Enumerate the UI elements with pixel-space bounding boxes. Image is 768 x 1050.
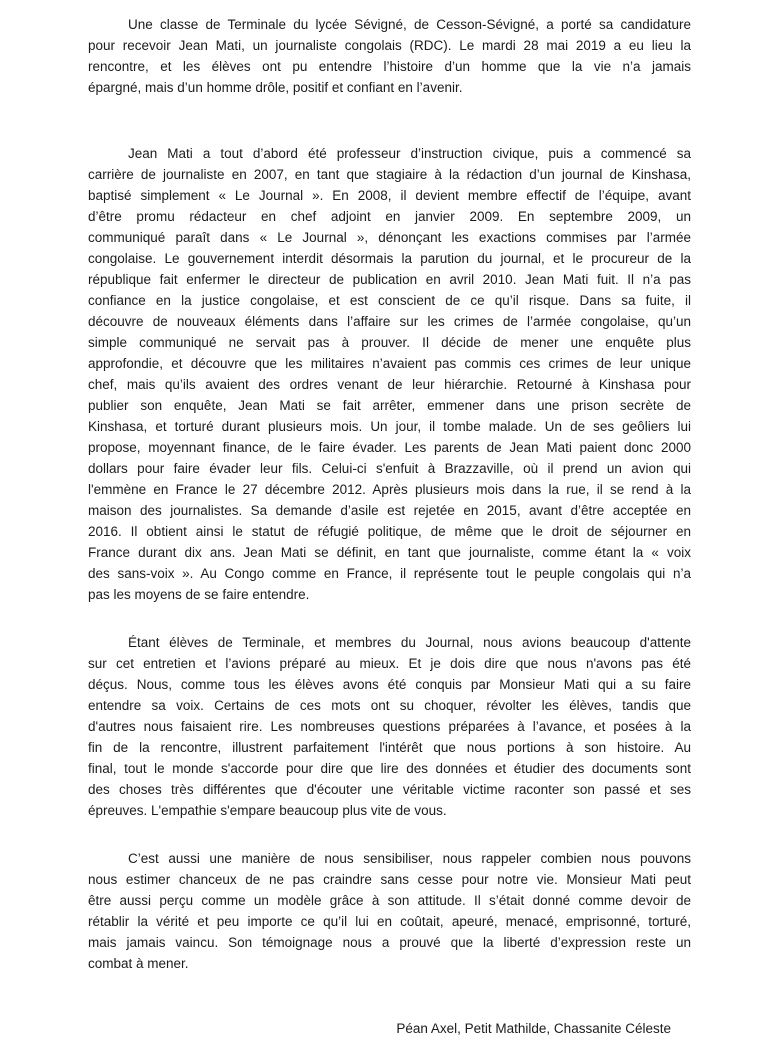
paragraph-line: découvre de nouveaux éléments dans l’affaire sur les crimes de l’armée congolaise, qu’un bbox=[88, 314, 691, 329]
paragraph-line: sur cet entretien et l’avions préparé au mieux. Et je dois dire que nous n'avons pas été bbox=[88, 656, 691, 671]
paragraph-line: d’être promu rédacteur en chef adjoint en janvier 2009. En septembre 2009, un bbox=[88, 209, 691, 224]
paragraph-line: déçus. Nous, comme tous les élèves avons été conquis par Monsieur Mati qui a su faire bbox=[88, 677, 691, 692]
paragraph bbox=[88, 848, 691, 974]
paragraph-line: rencontre, et les élèves ont pu entendre l’histoire d’un homme que la vie n’a jamais bbox=[88, 59, 691, 74]
document-body bbox=[88, 14, 691, 974]
paragraph-line: propose, moyennant finance, de le faire évader. Les parents de Jean Mati paient donc 2000 bbox=[88, 440, 691, 455]
paragraph-line: être aussi perçu comme un modèle grâce à son attitude. Il s’était donné comme devoir de bbox=[88, 893, 691, 908]
paragraph-line: république fait enfermer le directeur de publication en avril 2010. Jean Mati fuit. Il n’a pas bbox=[88, 272, 691, 287]
paragraph-line: Jean Mati a tout d’abord été professeur d’instruction civique, puis a commencé sa bbox=[128, 146, 691, 161]
paragraph-line: Une classe de Terminale du lycée Sévigné, de Cesson-Sévigné, a porté sa candidature bbox=[128, 17, 691, 32]
paragraph-line: final, tout le monde s'accorde pour dire que lire des données et étudier des documents sont bbox=[88, 761, 691, 776]
paragraph-line: 2016. Il obtient ainsi le statut de réfugié politique, de même que le droit de séjourner en bbox=[88, 524, 691, 539]
paragraph-line: mais jamais vaincu. Son témoignage nous a prouvé que la liberté d’expression reste un bbox=[88, 935, 691, 950]
paragraph-line: France durant dix ans. Jean Mati se définit, en tant que journaliste, comme étant la « voix bbox=[88, 545, 691, 560]
paragraph-line: des choses très différentes que d'écouter une véritable victime raconter son passé et ses bbox=[88, 782, 691, 797]
paragraph-line: publier son enquête, Jean Mati se fait arrêter, emmener dans une prison secrète de bbox=[88, 398, 691, 413]
paragraph-line: baptisé simplement « Le Journal ». En 2008, il devient membre effectif de l’équipe, avant bbox=[88, 188, 691, 203]
paragraph bbox=[88, 632, 691, 821]
paragraph-line: congolaise. Le gouvernement interdit désormais la parution du journal, et le procureur de la bbox=[88, 251, 691, 266]
paragraph-line: approfondie, et découvre que les militaires n’avaient pas commis ces crimes de leur unique bbox=[88, 356, 691, 371]
paragraph-line: entendre sa voix. Certains de ces mots ont su choquer, révolter les élèves, tandis que bbox=[88, 698, 691, 713]
paragraph-line: Étant élèves de Terminale, et membres du Journal, nous avions beaucoup d'attente bbox=[128, 635, 691, 650]
paragraph-line: d'autres nous faisaient rire. Les nombreuses questions préparées à l’avance, et posées à la bbox=[88, 719, 691, 734]
paragraph-line: maison des journalistes. Sa demande d’asile est rejetée en 2015, avant d’être acceptée en bbox=[88, 503, 691, 518]
paragraph-line: pour recevoir Jean Mati, un journaliste congolais (RDC). Le mardi 28 mai 2019 a eu lieu la bbox=[88, 38, 691, 53]
signature: Péan Axel, Petit Mathilde, Chassanite Céleste bbox=[396, 1021, 671, 1036]
paragraph-line: Kinshasa, et torturé durant plusieurs mois. Un jour, il tombe malade. Un de ses geôliers lui bbox=[88, 419, 691, 434]
paragraph-line: simple communiqué ne servait pas à prouver. Il décide de mener une enquête plus bbox=[88, 335, 691, 350]
paragraph-line: des sans-voix ». Au Congo comme en France, il représente tout le peuple congolais qui n’a bbox=[88, 566, 691, 581]
paragraph-line: communiqué paraît dans « Le Journal », dénonçant les exactions commises par l’armée bbox=[88, 230, 691, 245]
paragraph-line: dollars pour faire évader leur fils. Celui-ci s'enfuit à Brazzaville, où il prend un avion qui bbox=[88, 461, 691, 476]
paragraph-line: l'emmène en France le 27 décembre 2012. Après plusieurs mois dans la rue, il se rend à la bbox=[88, 482, 691, 497]
paragraph-line: carrière de journaliste en 2007, en tant que stagiaire à la rédaction d’un journal de Kinshasa, bbox=[88, 167, 691, 182]
paragraph-line: fin de la rencontre, illustrent parfaitement l'intérêt que nous portions à son histoire. Au bbox=[88, 740, 691, 755]
paragraph-line: nous estimer chanceux de ne pas craindre sans cesse pour notre vie. Monsieur Mati peut bbox=[88, 872, 691, 887]
paragraph-line: combat à mener. bbox=[88, 956, 189, 971]
paragraph-line: épargné, mais d’un homme drôle, positif et confiant en l’avenir. bbox=[88, 80, 463, 95]
paragraph-line: pas les moyens de se faire entendre. bbox=[88, 587, 310, 602]
paragraph-line: rétablir la vérité et peu importe ce qu’il lui en coûtait, apeuré, menacé, emprisonné, torturé, bbox=[88, 914, 691, 929]
paragraph-line: C’est aussi une manière de nous sensibiliser, nous rappeler combien nous pouvons bbox=[128, 851, 691, 866]
paragraph-line: épreuves. L'empathie s'empare beaucoup plus vite de vous. bbox=[88, 803, 447, 818]
paragraph-line: confiance en la justice congolaise, et est conscient de ce qu’il risque. Dans sa fuite, il bbox=[88, 293, 691, 308]
paragraph bbox=[88, 14, 691, 98]
paragraph-line: chef, mais qu’ils avaient des ordres venant de leur hiérarchie. Retourné à Kinshasa pour bbox=[88, 377, 691, 392]
paragraph bbox=[88, 143, 691, 605]
